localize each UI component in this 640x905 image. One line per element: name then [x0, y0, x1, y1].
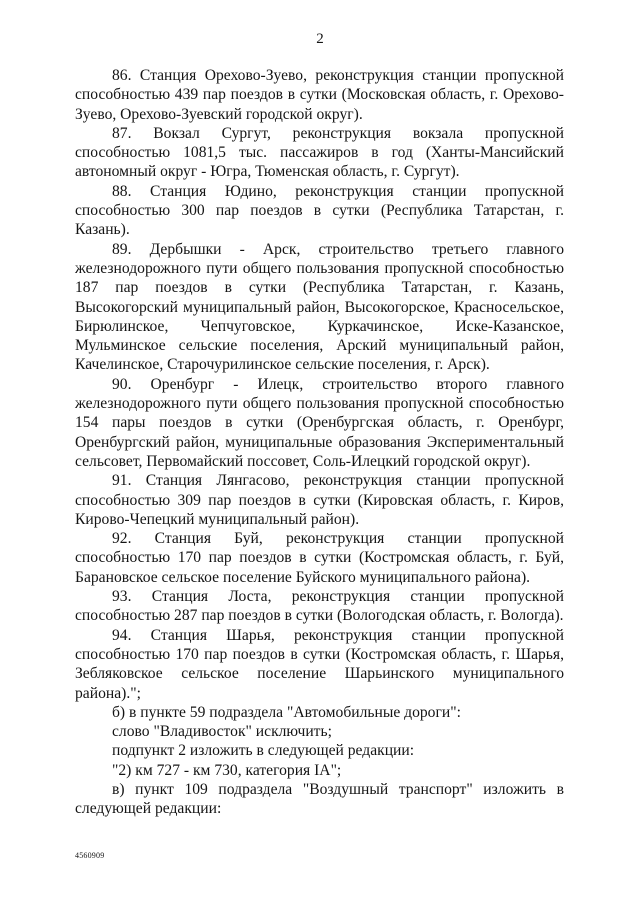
page-number: 2 [316, 31, 324, 47]
paragraph-item-90: 90. Оренбург - Илецк, строительство второго главного железнодорожного пути общего пользования пропускной способностью 154 пары поездов в сутки (Оренбургская область, г. Оренбург, Оренбургский район, муниципальные образования Экспериментальный сельсовет, Первомайский поссовет, Соль-Илецкий городской округ). [75, 375, 564, 470]
paragraph-item-93: 93. Станция Лоста, реконструкция станции пропускной способностью 287 пар поездов в сутки (Вологодская область, г. Вологда). [75, 588, 564, 625]
paragraph-item-94: 94. Станция Шарья, реконструкция станции пропускной способностью 170 пар поездов в сутки (Костромская область, г. Шарья, Зебляковское сельское поселение Шарьинского муниципального района)."; [75, 626, 564, 702]
paragraph-subpoint-2-text: "2) км 727 - км 730, категория IA"; [112, 761, 342, 779]
paragraph-subpoint-2-intro: подпункт 2 изложить в следующей редакции: [112, 742, 415, 760]
paragraph-amendment-b: б) в пункте 59 подраздела "Автомобильные дороги": [112, 703, 461, 721]
paragraph-amendment-v: в) пункт 109 подраздела "Воздушный транспорт" изложить в следующей редакции: [75, 780, 564, 818]
paragraph-item-91: 91. Станция Лянгасово, реконструкция станции пропускной способностью 309 пар поездов в сутки (Кировская область, г. Киров, Кирово-Чепецкий муниципальный район). [75, 472, 564, 528]
document-id: 4560909 [75, 851, 105, 860]
paragraph-item-86: 86. Станция Орехово-Зуево, реконструкция станции пропускной способностью 439 пар поездов в сутки (Московская область, г. Орехово-Зуево, Орехово-Зуевский городской округ). [75, 67, 564, 123]
paragraph-word-exclusion: слово "Владивосток" исключить; [112, 723, 332, 741]
paragraph-item-87: 87. Вокзал Сургут, реконструкция вокзала пропускной способностью 1081,5 тыс. пассажиров в год (Ханты-Мансийский автономный округ - Югра, Тюменская область, г. Сургут). [75, 124, 564, 181]
paragraph-item-92: 92. Станция Буй, реконструкция станции пропускной способностью 170 пар поездов в сутки (Костромская область, г. Буй, Барановское сельское поселение Буйского муниципального района). [75, 530, 564, 586]
document-body [75, 66, 564, 819]
paragraph-item-89: 89. Дербышки - Арск, строительство третьего главного железнодорожного пути общего пользования пропускной способностью 187 пар поездов в сутки (Республика Татарстан, г. Казань, Высокогорский муниципальный район, Высокогорское, Красносельское, Бирюлинское, Чепчуговское, Куркачинское, Иске-Казанское, Мульминское сельские поселения, Арский муниципальный район, Качелинское, Старочурилинское сельские поселения, г. Арск). [75, 240, 564, 374]
paragraph-item-88: 88. Станция Юдино, реконструкция станции пропускной способностью 300 пар поездов в сутки (Республика Татарстан, г. Казань). [75, 182, 564, 239]
